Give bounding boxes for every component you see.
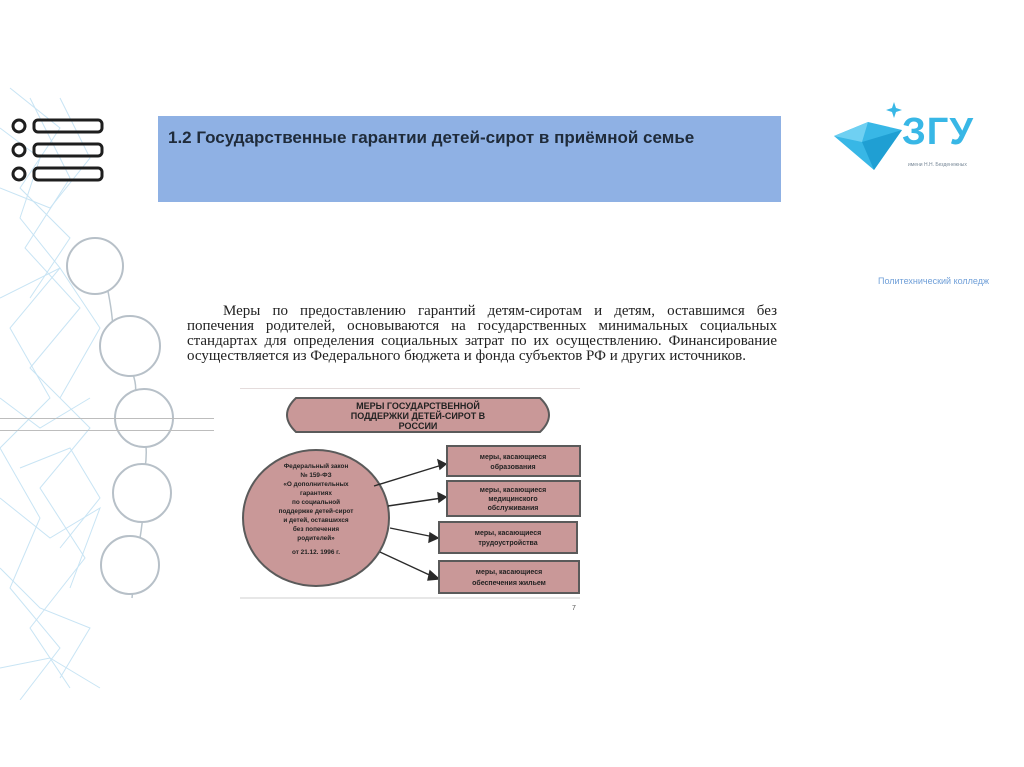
support-measures-diagram xyxy=(240,388,585,603)
arrow xyxy=(388,498,442,506)
arrow xyxy=(390,528,434,537)
measure-box xyxy=(439,522,577,553)
measure-line: медицинского xyxy=(488,496,538,503)
federal-law-line: «О дополнительных xyxy=(283,481,349,488)
logo-subtitle: имени Н.Н. Безденежных xyxy=(908,162,967,168)
measure-line: трудоустройства xyxy=(478,540,538,547)
federal-law-line: поддержке детей-сирот xyxy=(278,508,354,515)
title-box xyxy=(158,116,781,202)
measure-box xyxy=(447,446,580,476)
arrow xyxy=(380,552,436,578)
measure-line: обеспечения жильем xyxy=(472,580,546,587)
arrowhead xyxy=(429,533,438,542)
federal-law-line: от 21.12. 1996 г. xyxy=(292,549,340,556)
measure-box xyxy=(439,561,579,593)
body-paragraph: Меры по предоставлению гарантий детям-сиротам и детям, оставшимся без попечения родителей, основываются на государственных минимальных социальных стандартах для определения социальных затрат по их осуществлению. Финансирование осуществляется из Федерального бюджета и фонда субъектов РФ и других источников. xyxy=(187,303,777,364)
divider-line xyxy=(0,418,214,419)
college-label: Политехнический колледж xyxy=(878,276,989,286)
slide-title: 1.2 Государственные гарантии детей-сирот в приёмной семье xyxy=(168,128,695,147)
list-icon xyxy=(10,114,106,186)
university-logo xyxy=(832,98,1008,178)
federal-law-line: Федеральный закон xyxy=(283,463,349,470)
diamond-logo-icon xyxy=(832,98,912,174)
federal-law-line: и детей, оставшихся xyxy=(283,517,349,524)
arrowhead xyxy=(428,571,439,580)
federal-law-line: гарантиях xyxy=(300,490,332,497)
measure-line: меры, касающиеся xyxy=(479,454,547,461)
federal-law-line: № 159-ФЗ xyxy=(300,472,332,479)
arrow xyxy=(374,465,442,486)
federal-law-line: родителей» xyxy=(297,535,335,542)
divider-line xyxy=(0,430,214,431)
diagram-header-line: ПОДДЕРЖКИ ДЕТЕЙ-СИРОТ В xyxy=(350,411,486,421)
measure-line: меры, касающиеся xyxy=(474,530,542,537)
federal-law-line: по социальной xyxy=(291,499,341,506)
arrowhead xyxy=(438,460,446,469)
arrowhead xyxy=(438,493,446,502)
diagram-header-line: РОССИИ xyxy=(398,421,438,431)
federal-law-line: без попечения xyxy=(292,526,340,533)
slide xyxy=(0,68,1024,700)
measure-line: меры, касающиеся xyxy=(479,487,547,494)
page-number: 7 xyxy=(572,605,576,612)
diagram-header-line: МЕРЫ ГОСУДАРСТВЕННОЙ xyxy=(356,401,480,411)
measure-line: обслуживания xyxy=(487,505,539,512)
measure-line: меры, касающиеся xyxy=(475,569,543,576)
measure-line: образования xyxy=(490,464,536,471)
logo-text: ЗГУ xyxy=(902,111,974,153)
